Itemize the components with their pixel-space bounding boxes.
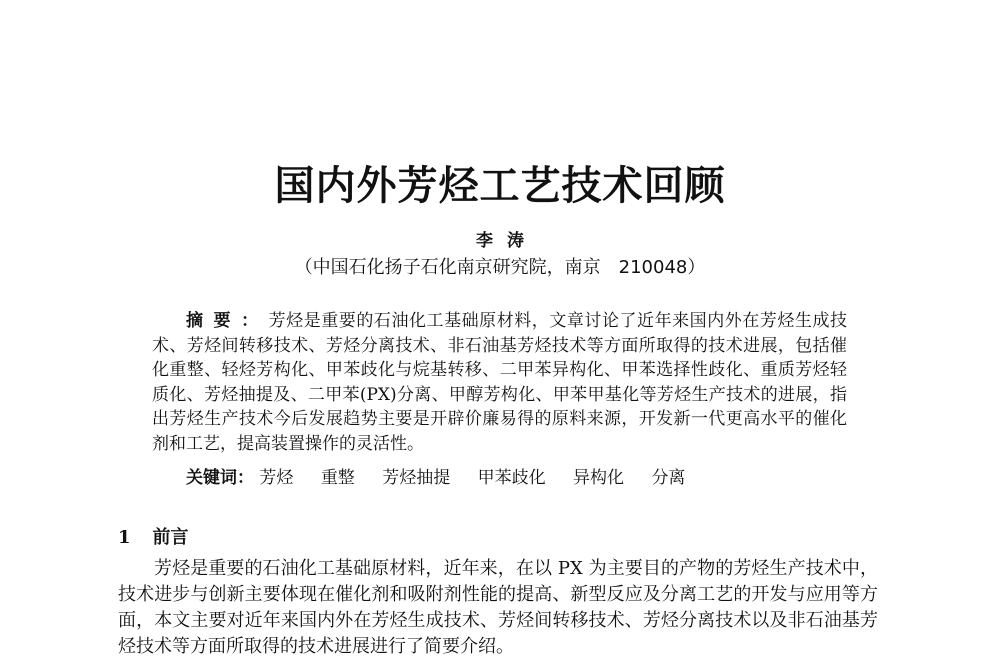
abstract-text: 芳烃是重要的石油化工基础原材料，文章讨论了近年来国内外在芳烃生成技术、芳烃间转移技术、芳烃分离技术、非石油基芳烃技术等方面所取得的技术进展，包括催化重整、轻烃芳构化、甲苯歧化与烷基转移、二甲苯异构化、甲苯选择性歧化、重质芳烃轻质化、芳烃抽提及、二甲苯(PX)分离、甲醇芳构化、甲苯甲基化等芳烃生产技术的进展，指出芳烃生产技术今后发展趋势主要是开辟价廉易得的原料来源，开发新一代更高水平的催化剂和工艺，提高装置操作的灵活性。 bbox=[152, 311, 848, 454]
keywords-label: 关键词： bbox=[186, 468, 254, 488]
author-affiliation: （中国石化扬子石化南京研究院，南京 210048） bbox=[294, 257, 706, 278]
section-heading bbox=[118, 526, 189, 550]
section-number: 1 bbox=[118, 527, 131, 548]
keyword-item: 芳烃 bbox=[259, 468, 294, 488]
paper-title: 国内外芳烃工艺技术回顾 bbox=[274, 163, 726, 209]
author-name: 李涛 bbox=[476, 231, 538, 251]
abstract bbox=[152, 309, 847, 456]
keywords bbox=[186, 466, 707, 490]
keyword-item: 分离 bbox=[651, 468, 686, 488]
keyword-item: 异构化 bbox=[573, 468, 625, 488]
section-body-text: 芳烃是重要的石油化工基础原材料，近年来，在以 PX 为主要目的产物的芳烃生产技术中，技术进步与创新主要体现在催化剂和吸附剂性能的提高、新型反应及分离工艺的开发与应用等方面，本文主要对近年来国内外在芳烃生成技术、芳烃间转移技术、芳烃分离技术以及非石油基芳烃技术等方面所取得的技术进展进行了简要介绍。 bbox=[118, 558, 878, 657]
section-title: 前言 bbox=[152, 527, 189, 548]
keyword-item: 重整 bbox=[320, 468, 355, 488]
abstract-label: 摘要： bbox=[186, 311, 269, 331]
keyword-item: 芳烃抽提 bbox=[382, 468, 451, 488]
keyword-item: 甲苯歧化 bbox=[477, 468, 546, 488]
